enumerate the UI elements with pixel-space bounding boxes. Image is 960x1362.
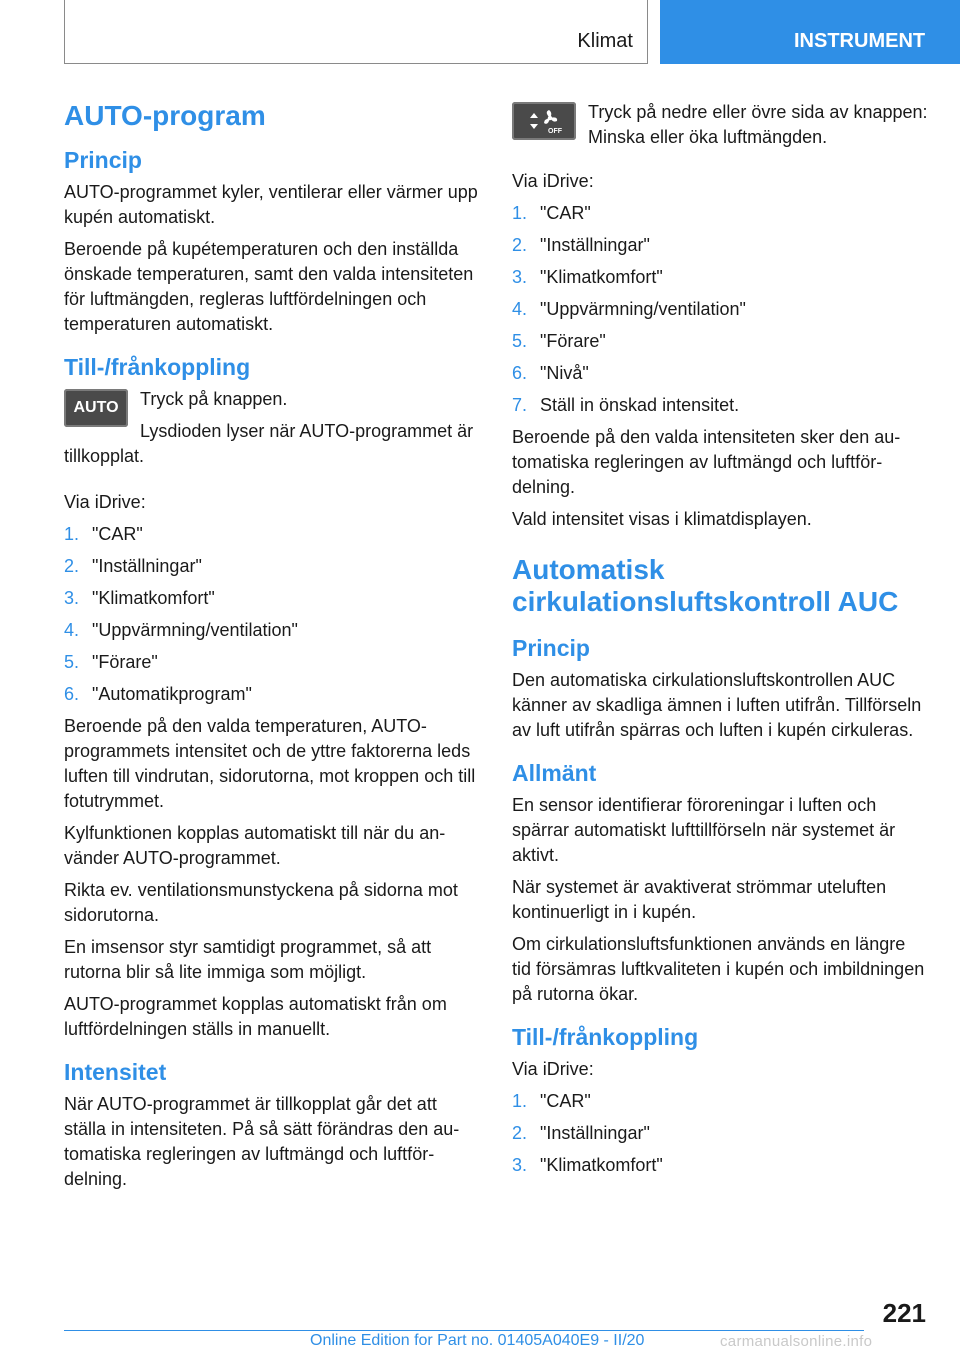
list-item (512, 1089, 928, 1114)
footer-divider (64, 1330, 864, 1331)
list-item-text: "Automatikprogram" (92, 684, 252, 704)
footer-edition: Online Edition for Part no. 01405A040E9 - II/20 (310, 1332, 645, 1349)
list-number: 4. (64, 620, 80, 640)
list-item (64, 650, 478, 675)
list-number: 5. (512, 331, 528, 351)
fan-button-icon (512, 102, 576, 140)
list-number: 7. (512, 395, 528, 415)
auc-via-idrive-label: Via iDrive: (512, 1059, 594, 1079)
list-item-text: "Inställningar" (540, 235, 650, 255)
toggle-paragraph-6: En imsensor styr samtidigt programmet, så att rutorna blir så lite immiga som möjligt. (64, 937, 432, 982)
list-item (512, 265, 928, 290)
princip-paragraph-1: AUTO-programmet kyler, ventilerar eller värmer upp kupén automatiskt. (64, 182, 478, 227)
list-item-text: "CAR" (92, 524, 143, 544)
list-number: 2. (64, 556, 80, 576)
intensity-display-paragraph: Vald intensitet visas i klimatdisplayen. (512, 509, 812, 529)
auc-princip-heading: Princip (512, 635, 590, 661)
via-idrive-label: Via iDrive: (64, 492, 146, 512)
princip-paragraph-2: Beroende på kupétemperaturen och den inställda önskade temperaturen, samt den valda intensiteten för luftmängden, regleras luftfördelningen och temperaturen automatiskt. (64, 239, 474, 334)
list-item (512, 361, 928, 386)
princip-heading: Princip (64, 147, 142, 173)
list-item (512, 329, 928, 354)
intensity-paragraph-1: När AUTO-programmet är tillkopplat går det att ställa in intensiteten. På så sätt förändras den automatiska regleringen av luftmängd och luftfördelning. (64, 1094, 460, 1189)
list-item (512, 1153, 928, 1178)
list-item-text: "Klimatkomfort" (540, 1155, 663, 1175)
left-steps-list (64, 522, 478, 707)
auto-button-label: AUTO (73, 399, 119, 416)
list-item (64, 586, 478, 611)
auc-title: Automatisk cirkulationsluftskontroll AUC (512, 554, 899, 617)
list-item-text: "Uppvärmning/ventilation" (92, 620, 298, 640)
list-item-text: "Uppvärmning/ventilation" (540, 299, 746, 319)
via-idrive-label-right: Via iDrive: (512, 171, 594, 191)
list-item-text: "Klimatkomfort" (540, 267, 663, 287)
header-section-tab (64, 0, 648, 64)
list-number: 3. (64, 588, 80, 608)
auc-steps-list (512, 1089, 928, 1178)
list-item (512, 393, 928, 418)
list-item-text: "Inställningar" (540, 1123, 650, 1143)
header-chapter-label: INSTRUMENT (794, 30, 926, 52)
left-column (64, 100, 478, 1199)
list-item (64, 682, 478, 707)
list-number: 6. (64, 684, 80, 704)
right-column (512, 100, 928, 1185)
fan-icon (512, 102, 576, 140)
auc-toggle-heading: Till-/frånkoppling (512, 1024, 699, 1050)
list-item-text: "Inställningar" (92, 556, 202, 576)
fan-button-block (512, 100, 928, 157)
list-number: 2. (512, 1123, 528, 1143)
list-item (64, 618, 478, 643)
list-number: 4. (512, 299, 528, 319)
header-section-label: Klimat (577, 30, 633, 52)
list-number: 5. (64, 652, 80, 672)
allmant-heading: Allmänt (512, 760, 597, 786)
list-number: 6. (512, 363, 528, 383)
list-item (512, 1121, 928, 1146)
list-item-text: "Klimatkomfort" (92, 588, 215, 608)
toggle-paragraph-4: Kylfunktionen kopplas automatiskt till när du använder AUTO-programmet. (64, 823, 446, 868)
list-number: 2. (512, 235, 528, 255)
list-number: 1. (512, 203, 528, 223)
fan-off-label: OFF (548, 128, 562, 135)
list-item (512, 233, 928, 258)
toggle-paragraph-5: Rikta ev. ventilationsmunstyckena på sidorna mot sidorutorna. (64, 880, 458, 925)
list-item (64, 554, 478, 579)
list-item-text: "Nivå" (540, 363, 589, 383)
allmant-paragraph-1: En sensor identifierar föroreningar i luften och spärrar automatiskt lufttillförseln när systemet är aktivt. (512, 795, 896, 865)
list-item-text: "Förare" (92, 652, 158, 672)
allmant-paragraph-2: När systemet är avaktiverat strömmar uteluften kontinuerligt in i kupén. (512, 877, 887, 922)
list-number: 3. (512, 267, 528, 287)
list-item-text: "Förare" (540, 331, 606, 351)
toggle-paragraph-1: Tryck på knappen. (140, 389, 288, 409)
header-chapter-tab (660, 0, 960, 64)
auto-button-block (64, 387, 478, 476)
list-number: 1. (512, 1091, 528, 1111)
list-item-text: Ställ in önskad intensitet. (540, 395, 740, 415)
list-number: 1. (64, 524, 80, 544)
fan-paragraph: Tryck på nedre eller övre sida av knappen: Minska eller öka luftmängden. (588, 102, 928, 147)
toggle-paragraph-2: Lysdioden lyser när AUTO-programmet är tillkopplat. (64, 421, 474, 466)
watermark: carmanualsonline.info (720, 1333, 873, 1350)
intensity-result-paragraph: Beroende på den valda intensiteten sker den automatiska regleringen av luftmängd och luftfördelning. (512, 427, 901, 497)
auc-princip-paragraph: Den automatiska cirkulationsluftskontrollen AUC känner av skadliga ämnen i luften utifrån. Tillförseln av luft utifrån spärras och luften i kupén cirkuleras. (512, 670, 922, 740)
toggle-heading: Till-/frånkoppling (64, 354, 251, 380)
allmant-paragraph-3: Om cirkulationsluftsfunktionen används en längre tid försämras luftkvaliteten i kupén och imbildningen på rutorna ökar. (512, 934, 925, 1004)
list-item (64, 522, 478, 547)
intensity-heading: Intensitet (64, 1059, 167, 1085)
auto-button-icon (64, 389, 128, 427)
list-item (512, 201, 928, 226)
toggle-paragraph-7: AUTO-programmet kopplas automatiskt från om luftfördelningen ställs in manuellt. (64, 994, 447, 1039)
list-item (512, 297, 928, 322)
auto-program-title: AUTO-program (64, 100, 266, 131)
page-number: 221 (882, 1298, 926, 1328)
list-item-text: "CAR" (540, 1091, 591, 1111)
list-number: 3. (512, 1155, 528, 1175)
list-item-text: "CAR" (540, 203, 591, 223)
right-steps-list (512, 201, 928, 418)
toggle-paragraph-3: Beroende på den valda temperaturen, AUTO-programmets intensitet och de yttre faktorerna leds luften till vindrutan, sidorutorna, mot kroppen och till fotutrymmet. (64, 716, 476, 811)
